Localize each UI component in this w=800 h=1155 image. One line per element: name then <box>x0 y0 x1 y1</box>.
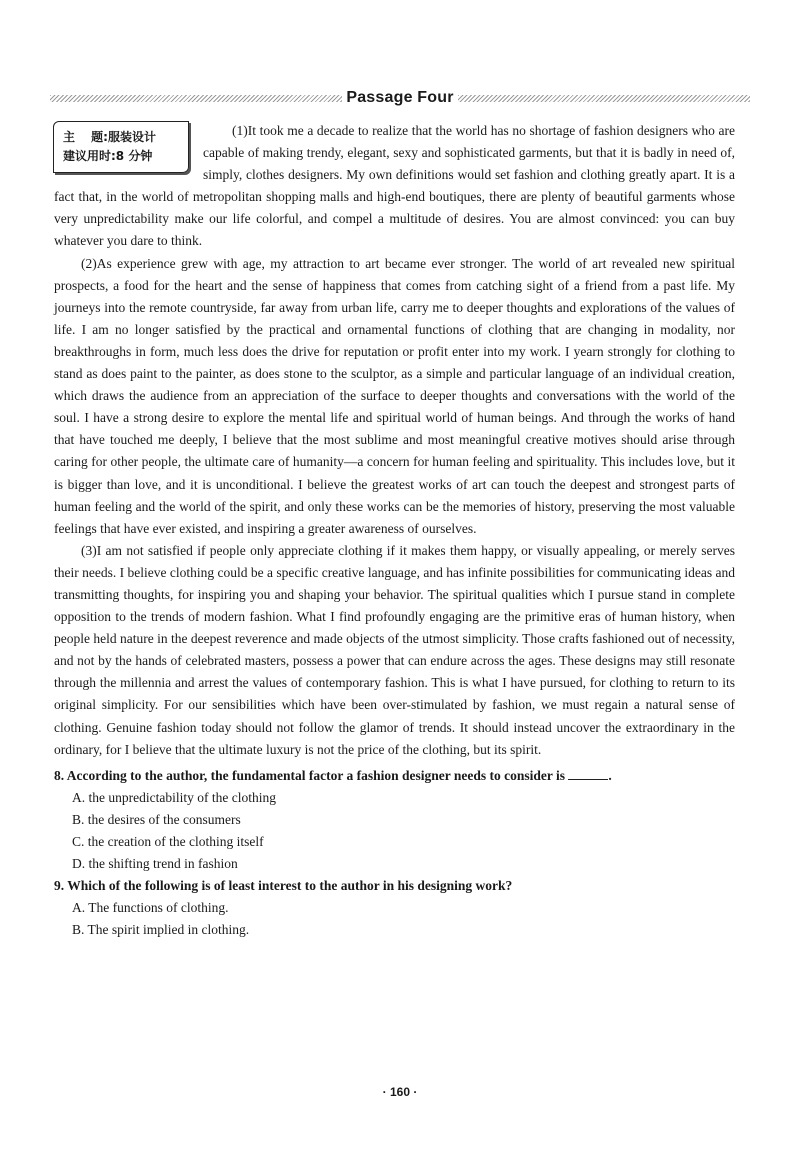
question-9-options <box>54 897 735 941</box>
header-hatch-left <box>50 95 342 102</box>
question-8-text: 8. According to the author, the fundamental factor a fashion designer needs to consider is <box>54 767 566 783</box>
suggested-time-label: 建议用时:8 分钟 <box>63 149 153 163</box>
option-c: C. the creation of the clothing itself <box>72 834 264 849</box>
answer-blank <box>568 767 608 780</box>
question-9-stem: 9. Which of the following is of least interest to the author in his designing work? <box>54 878 513 894</box>
question-8 <box>54 765 735 875</box>
paragraph-3: (3)I am not satisfied if people only appreciate clothing if it makes them happy, or visually appealing, or merely serves their needs. I believe clothing could be a specific creative language, and has infinite possibilities for communicating ideas and transmitting thoughts, for inspiring you and shaping your behavior. The spiritual qualities which I pursue stand in complete opposition to the trends of modern fashion. What I find profoundly engaging are the primitive eras of human history, when people held nature in the deepest reverence and made objects of the utmost simplicity. Those crafts fashioned out of necessity, and not by the hands of celebrated masters, possess a power that can endure across the ages. These designs may still resonate through the millennia and arrest the values of contemporary fashion. This is what I have pursued, for clothing to return to its original simplicity. For our sensibilities which have been over-stimulated by fashion, we must regain a natural sense of clothing. Genuine fashion today should not follow the glamor of trends. It should instead uncover the extraordinary in the ordinary, for I believe that the ultimate luxury is not the price of the clothing, but its spirit. <box>54 542 735 757</box>
option-a: A. the unpredictability of the clothing <box>72 789 276 805</box>
paragraph-2: (2)As experience grew with age, my attraction to art became ever stronger. The world of art revealed new spiritual prospects, a food for the heart and the sense of happiness that comes from catching sight of a friend from a past life. My journeys into the remote countryside, far away from urban life, carry me to deeper thoughts and explorations of the values of life. I am no longer satisfied by the practical and ornamental functions of clothing that are changing in modality, nor breakthroughs in form, much less does the drive for reputation or profit enter into my work. I yearn strongly for clothing to stand as does paint to the painter, as does stone to the sculptor, as a simple and particular language of an individual creation, which draws the audience from an appreciation of the surface to deeper thoughts and conversations with the world of the soul. I have a strong desire to explore the mental life and spiritual world of human beings. And through the works of hand that have touched me deeply, I believe that the most sublime and most meaningful creative motives should arise through caring for other people, the ultimate care of humanity—a concern for human feeling and spirituality. This includes love, but it is bigger than love, and it is unconditional. I believe the greatest works of art can touch the deepest and strongest parts of human feeling and the world of the spirit, and only these works can be the memories of history, preserving the most valuable feelings that have ever existed, and inspiring a greater awareness of ourselves. <box>54 255 735 536</box>
option-a: A. The functions of clothing. <box>72 900 229 916</box>
tag-box-spacer <box>54 120 203 182</box>
passage-body <box>54 120 735 941</box>
option-b: B. The spirit implied in clothing. <box>72 922 250 938</box>
paragraph-1: (1)It took me a decade to realize that the world has no shortage of fashion designers who are capable of making trendy, elegant, sexy and sophisticated garments, but that it is badly in need of, simply, clothes designers. My own definitions would set fashion and clothing greatly apart. It is a fact that, in the world of metropolitan shopping malls and high-end boutiques, there are plenty of beautiful garments whose very unpredictability make our life colorful, and compel a multitude of desires. You are almost convinced: you can buy whatever you dare to think. <box>54 123 735 249</box>
header-hatch-right <box>458 95 750 102</box>
option-d: D. the shifting trend in fashion <box>72 856 238 872</box>
page-number: · 160 · <box>382 1085 418 1099</box>
question-8-period: . <box>608 767 612 783</box>
passage-header <box>50 86 750 110</box>
question-8-stem <box>54 765 735 787</box>
option-b: B. the desires of the consumers <box>72 811 241 827</box>
question-9 <box>54 875 735 941</box>
topic-label: 主 题:服装设计 <box>63 130 156 144</box>
passage-title: Passage Four <box>346 89 454 106</box>
question-8-options <box>54 787 735 875</box>
